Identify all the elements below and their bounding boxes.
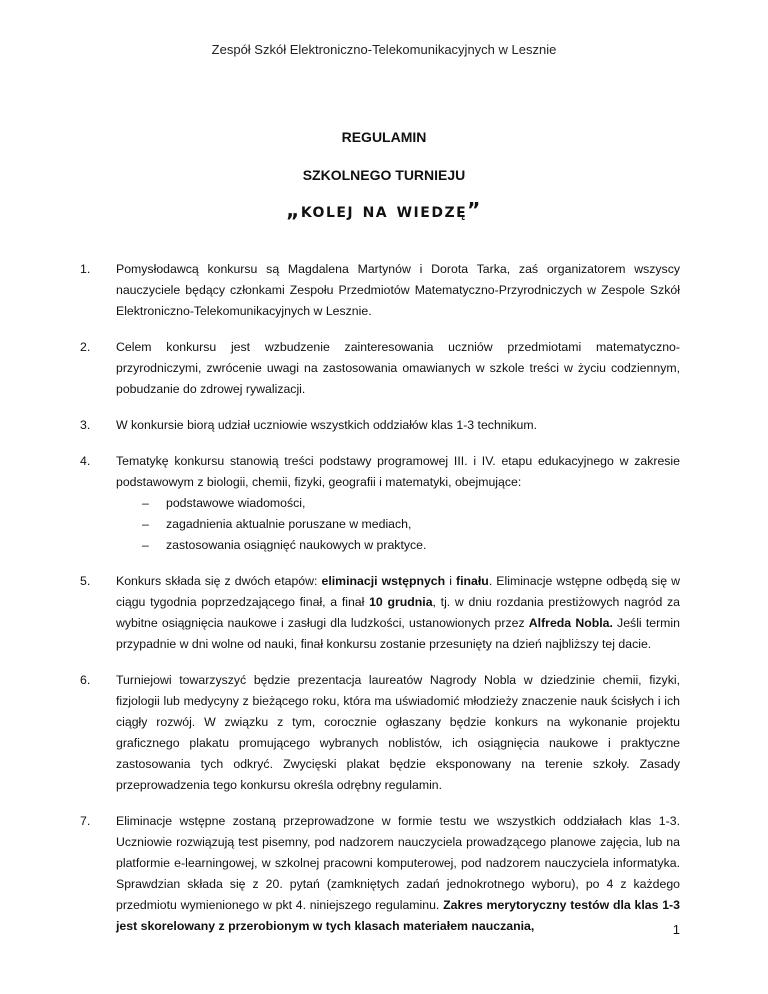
- document-subtitle: SZKOLNEGO TURNIEJU: [302, 167, 466, 183]
- item-text-part: Konkurs składa się z dwóch etapów:: [116, 574, 322, 588]
- sub-list-item: – podstawowe wiadomości,: [142, 493, 680, 514]
- item-text-bold: Zakres merytoryczny testów dla klas 1-3 jest skorelowany z przerobionym w tych klasach materiałem nauczania,: [116, 898, 680, 933]
- item-text: Celem konkursu jest wzbudzenie zainteresowania uczniów przedmiotami matematyczno-przyrodniczymi, zwrócenie uwagi na zastosowania omawianych w szkole treści w życiu codziennym, pobudzanie do zdrowej rywalizacji.: [116, 340, 680, 396]
- sub-list-item: – zastosowania osiągnięć naukowych w praktyce.: [142, 535, 680, 556]
- item-text: Tematykę konkursu stanowią treści podstawy programowej III. i IV. etapu edukacyjnego w zakresie podstawowym z biologii, chemii, fizyki, geografii i matematyki, obejmujące:: [116, 454, 680, 489]
- item-text: Pomysłodawcą konkursu są Magdalena Martynów i Dorota Tarka, zaś organizatorem wszyscy nauczyciele będący członkami Zespołu Przedmiotów Matematyczno-Przyrodniczych w Zespole Szkół Elektroniczno-Telekomunikacyjnych w Lesznie.: [116, 262, 680, 318]
- item-text-bold: eliminacji wstępnych: [321, 574, 446, 588]
- list-item: [80, 670, 680, 796]
- item-number: 3.: [80, 418, 91, 432]
- item-number: 4.: [80, 454, 91, 468]
- sub-list: [116, 493, 680, 556]
- item-number: 7.: [80, 814, 91, 828]
- document-title: REGULAMIN: [341, 129, 427, 145]
- tournament-name: „kolej na wiedzę”: [286, 198, 482, 222]
- item-text: Turniejowi towarzyszyć będzie prezentacja laureatów Nagrody Nobla w dziedzinie chemii, fizyki, fizjologii lub medycyny z bieżącego roku, która ma uświadomić młodzieży znaczenie nauk ścisłych i ich ciągły rozwój. W związku z tym, corocznie ogłaszany będzie konkurs na wykonanie projektu graficznego plakatu promującego wybranych noblistów, ich osiągnięcia naukowe i praktyczne zastosowania tych odkryć. Zwycięski plakat będzie eksponowany na terenie szkoły. Zasady przeprowadzenia tego konkursu określa odrębny regulamin.: [116, 673, 680, 792]
- page-number: 1: [672, 922, 680, 937]
- item-text: W konkursie biorą udział uczniowie wszystkich oddziałów klas 1-3 technikum.: [116, 418, 538, 432]
- item-text-part: Jeśli termin przypadnie w dni wolne od nauki, finał konkursu zostanie przesunięty na dzień najbliższy tej dacie.: [116, 616, 680, 651]
- list-item: [80, 337, 680, 400]
- item-text-part: . Eliminacje wstępne odbędą się w ciągu tygodnia poprzedzającego finał, a finał: [116, 574, 680, 609]
- item-text-part: Eliminacje wstępne zostaną przeprowadzone w formie testu we wszystkich oddziałach klas 1-3. Uczniowie rozwiązują test pisemny, pod nadzorem nauczyciela prowadzącego planowe zajęcia, lub na platformie e-learningowej, w szkolnej pracowni komputerowej, pod nadzorem nauczyciela informatyka. Sprawdzian składa się z 20. pytań (zamkniętych zadań jednokrotnego wyboru), po 4 z każdego przedmiotu wymienionego w pkt 4. niniejszego regulaminu.: [116, 814, 680, 912]
- item-number: 5.: [80, 574, 91, 588]
- list-item: [80, 415, 680, 436]
- item-number: 1.: [80, 262, 91, 276]
- list-item: [80, 811, 680, 937]
- item-text-bold: Alfreda Nobla.: [528, 616, 613, 630]
- regulation-list: [80, 259, 680, 952]
- item-text-part: , tj. w dniu rozdania prestiżowych nagród za wybitne osiągnięcia naukowe i zasługi dla ludzkości, ustanowionych przez: [116, 595, 681, 630]
- page-header: Zespół Szkół Elektroniczno-Telekomunikacyjnych w Lesznie: [211, 42, 557, 57]
- item-number: 2.: [80, 340, 91, 354]
- sub-list-item: – zagadnienia aktualnie poruszane w mediach,: [142, 514, 680, 535]
- list-item: [80, 451, 680, 556]
- list-item: [80, 259, 680, 322]
- item-text-part: i: [445, 574, 457, 588]
- item-number: 6.: [80, 673, 91, 687]
- item-text-bold: 10 grudnia: [369, 595, 433, 609]
- item-text-bold: finału: [456, 574, 489, 588]
- list-item: [80, 571, 680, 655]
